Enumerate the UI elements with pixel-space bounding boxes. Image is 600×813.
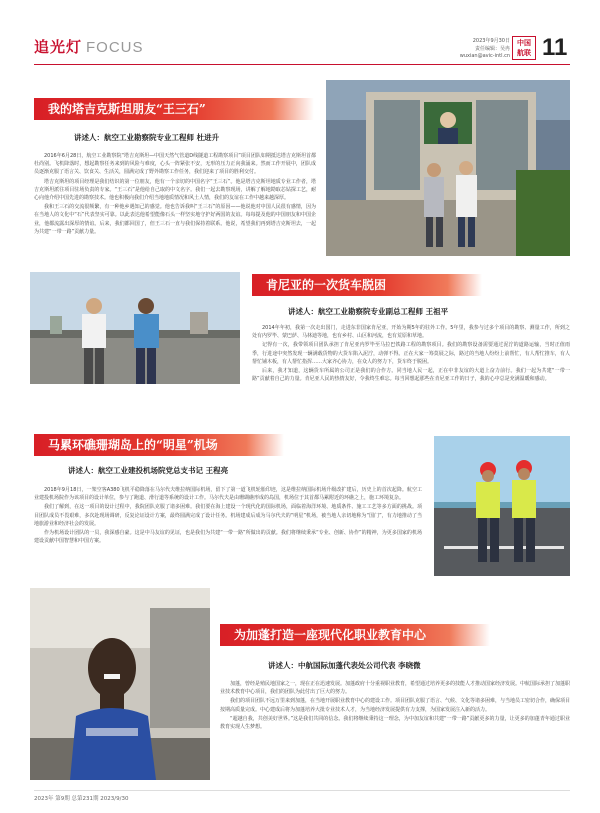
article-2-photo — [30, 272, 240, 384]
column-title-en: FOCUS — [86, 39, 144, 56]
article-1-paragraph: 塔吉克斯坦的项目经理是我们结识的第一位朋友，他有一个亲切的中国名字“王三石”。他是塔吉克斯坦地质专业工作者，塔吉克斯坦派往项目驻场负责的专家。“王三石”是他给自己取的中文名字。我们一起去勘察现场，讲解了解地勘取芯钻探工艺，耐心向他介绍中国先进的勘察技术。他也积极向我们介绍当地地质情况和风土人情，我们的友谊在工作中越来越深厚。 — [34, 178, 316, 202]
article-4-photo-image — [30, 588, 210, 780]
column-title — [34, 36, 144, 57]
article-3-paragraph: 2018年9月18日，一架空客A380飞机平稳降落在马尔代夫维拉纳国际机场，留下了第一道飞机轮胎印迹，这是维拉纳国际机场升级改扩建后，历史上的首次起降。航空工业建投机场院作为该项目的设计单位，参与了跑道、滑行道等系统的设计工作。马尔代夫是由珊瑚礁形成的岛国，机场位于其首都马累附近的环礁之上，施工环境复杂。 — [34, 487, 422, 502]
article-3-banner — [34, 434, 284, 456]
page-number: 11 — [542, 34, 568, 61]
email-line: wuxian@avic-intl.cn — [459, 53, 510, 59]
column-title-cn: 追光灯 — [34, 38, 83, 56]
article-1-byline: 讲述人：航空工业勘察院专业工程师 杜进升 — [74, 133, 220, 142]
article-2-paragraph: 后来，我才知道，这辆货车所属的公司正是我们的合作方。同当地人民一起，正在中非友谊的大道上奋力前行。我们一起为共建“一带一路”贡献着自己的力量。肯尼亚人民的热情友好，令我终生难忘。每当回想起那些在肯尼亚工作的日子，我的心中总是充满温暖和感动。 — [252, 368, 570, 383]
article-4-paragraph: 我们的项目团队不远万里来到加蓬，在当地开展职业教育中心的建设工作。项目团队克服了语言、气候、文化等诸多困难，与当地员工密切合作，确保项目按期高质量完成。中心建成后将为加蓬培养大批专业技术人才，为当地经济发展提供有力支撑，为国家发展注入新的活力。 — [220, 698, 571, 713]
header-rule — [34, 64, 570, 65]
article-4-byline: 讲述人：中航国际加蓬代表处公司代表 李晓微 — [268, 661, 421, 670]
article-3-paragraph: 我们了解到，在这一项目的设计过程中，我院团队克服了诸多困难。我们要在海上建设一个现代化的国际机场，面临着海洋环境、地质条件、施工工艺等多方面的挑战。项目团队成员不畏艰难，多次赴现场调研，反复论证设计方案，最终圆满完成了设计任务。机场建成后成为马尔代夫的“明星”机场，被当地人亲切地称为“国门”，有力地推动了当地旅游业和经济社会的发展。 — [34, 504, 422, 527]
publication-logo: 中国 航联 — [512, 36, 536, 60]
header-meta — [406, 38, 510, 61]
article-4-paragraph: 加蓬，曾经是殖民地国家之一，现在正在迅速发展。加蓬政府十分重视职业教育，希望通过培养更多的技能人才推动国家经济发展。中航国际承担了加蓬职业技术教育中心项目，我们的团队为此付出了巨大的努力。 — [220, 681, 571, 696]
article-3-byline: 讲述人：航空工业建投机场院党总支书记 王程亮 — [68, 466, 229, 475]
editor-line: 责任编辑：吴冉 — [474, 45, 510, 52]
article-1-photo-image — [326, 80, 570, 256]
article-4-title: 为加蓬打造一座现代化职业教育中心 — [234, 628, 427, 642]
article-2-paragraph: 记得有一次，我带领项目团队承担了肯尼亚内罗毕至马拉巴铁路工程的勘察项目。我们的勘察设备需要通过泥泞的道路运输，当时正值雨季，行进途中突然发现一辆满载货物的大货车陷入泥泞，动弹不得。正在大家一筹莫展之际，路过的当地人纷纷上前帮忙，有人帮忙推车，有人帮忙铺木板，有人帮忙指挥……大家齐心协力，在众人的努力下，货车终于脱困。 — [252, 342, 570, 365]
article-4-banner — [220, 624, 490, 646]
footer-rule — [34, 790, 570, 791]
article-2-body — [252, 324, 570, 383]
article-2-title: 肯尼亚的一次货车脱困 — [266, 278, 387, 292]
date-line: 2023年9月30日 — [472, 38, 510, 44]
article-1-photo — [326, 80, 570, 256]
article-3-title: 马累环礁珊瑚岛上的“明星”机场 — [48, 438, 218, 452]
article-2-paragraph: 2014年年初，我第一次走出国门，走进东非国家肯尼亚，开始为期5年的驻外工作。5年里，我参与过多个项目的勘察、测量工作，所到之处有内罗毕、蒙巴萨、马林迪等地，也有乡村、山区和河流，也有荒原和草地。 — [252, 325, 570, 340]
article-3-photo — [434, 436, 570, 576]
article-1-banner — [34, 98, 314, 120]
article-3-paragraph: 作为机场设计团队的一员，我深感自豪。这是中马友谊的见证，也是我们为共建“一带一路”所做出的贡献。我们将继续秉承“专业、创新、协作”的精神，为更多国家的机场建设贡献中国智慧和中国方案。 — [34, 530, 422, 545]
article-4-photo — [30, 588, 210, 780]
article-3-body — [34, 486, 422, 545]
article-1-paragraph: 我和王三石的交流很频繁，有一种他乡遇知己的感觉。他也告诉我叫“王三石”的原因——他说他对中国人民很有感情，因为在当地人的文化中“石”代表坚实可靠。以此表达他希望能像石头一样坚实地守护好两国的友谊。每每提及他的中国朋友和中国企业，他都流露出深厚的情谊。后来，我们都回国了，但王三石一直与我们保持着联系。他说，希望我们再到塔吉克斯坦去，一起为共建“一带一路”贡献力量。 — [34, 204, 316, 235]
article-2-byline: 讲述人：航空工业勘察院专业副总工程师 王祖平 — [288, 307, 449, 316]
article-1-paragraph: 2016年6月28日，航空工业勘察院“塔吉克斯坦—中国天然气管道D线隧道工程勘察项目”项目团队如期抵达塔吉克斯坦首都杜尚别。飞机降落时，想起勘察任务来到的风险与难度，心头一阵紧张不安，无形的压力正向我涌来。然而工作开展中，团队成员逐渐克服了语言关、饮食关、生活关，圆满完成了野外勘察工作任务，我们迎来了项目的胜利交付。 — [34, 153, 316, 176]
footer-issue-line: 2023年 第9期 总第231期 2023/9/30 — [34, 796, 129, 802]
article-2-photo-image — [30, 272, 240, 384]
article-1-body — [34, 152, 316, 236]
article-4-body — [220, 680, 570, 731]
article-2-banner — [252, 274, 482, 296]
article-1-title: 我的塔吉克斯坦朋友“王三石” — [48, 102, 206, 116]
article-3-photo-image — [434, 436, 570, 576]
article-4-paragraph: “超越自我，共创美好世界。”这是我们共同的信念。我们将继续秉持这一理念，为中加友谊和共建“一带一路”贡献更多的力量，让更多的加蓬青年通过职业教育实现人生梦想。 — [220, 715, 570, 731]
